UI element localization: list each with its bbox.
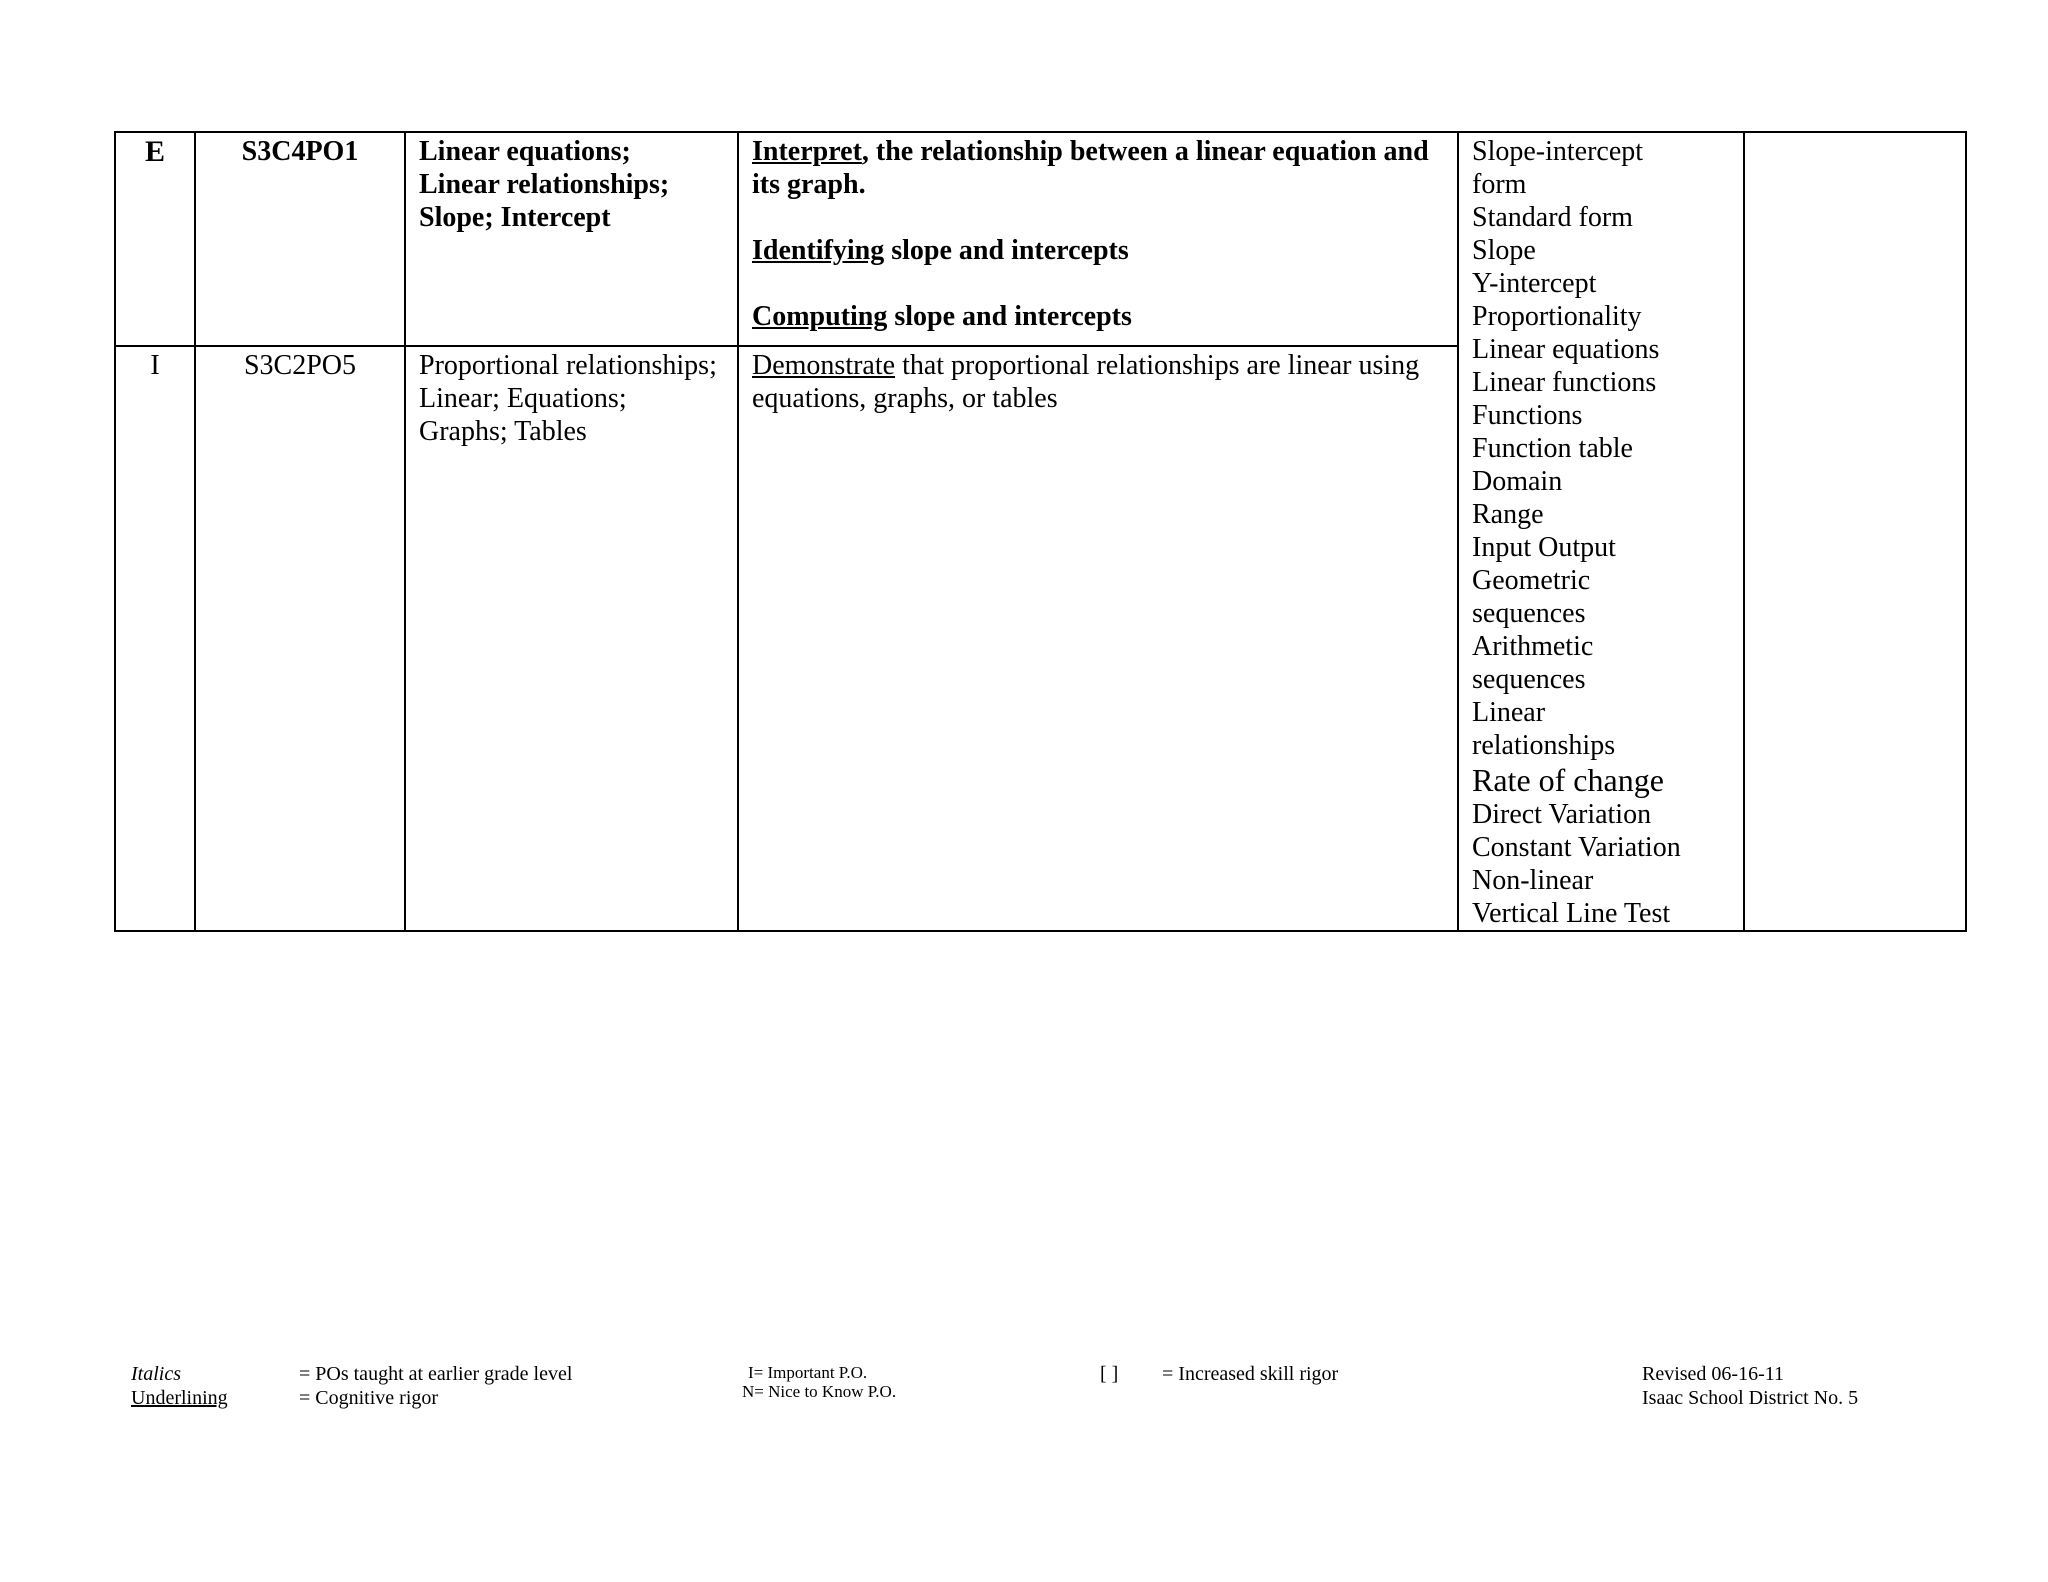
vocab-item: Non-linear — [1472, 865, 1594, 896]
legend-descriptions — [299, 1362, 572, 1410]
table-row — [115, 132, 1966, 346]
objective-text: that proportional relationships are linear using equations, graphs, or tables — [752, 349, 1420, 414]
vocab-item: Slope-intercept — [1472, 136, 1644, 167]
concepts-cell — [405, 346, 738, 931]
vocab-item: Arithmetic — [1472, 631, 1594, 662]
legend-labels — [131, 1362, 228, 1410]
revised-date: Revised 06-16-11 — [1642, 1363, 1785, 1385]
concept-line: Graphs; Tables — [419, 415, 587, 447]
revision-info — [1642, 1362, 1858, 1410]
empty-cell — [1744, 132, 1966, 931]
vocab-item: Rate of change — [1472, 762, 1664, 798]
important-legend: I= Important P.O. — [748, 1363, 868, 1382]
objective-text: slope and intercepts — [884, 235, 1129, 266]
concept-line: Linear equations; — [419, 136, 631, 167]
cognitive-verb: Identifying — [752, 235, 885, 266]
vocab-item: sequences — [1472, 664, 1586, 695]
objective-cell — [738, 346, 1458, 931]
vocab-item: Direct Variation — [1472, 799, 1652, 830]
concept-line: Slope; Intercept — [419, 202, 611, 233]
vocab-item: Linear equations — [1472, 334, 1660, 365]
vocab-item: form — [1472, 169, 1527, 200]
vocab-item: Domain — [1472, 466, 1563, 497]
vocab-item: Constant Variation — [1472, 832, 1681, 863]
underline-label: Underlining — [131, 1387, 228, 1409]
district-name: Isaac School District No. 5 — [1642, 1387, 1859, 1409]
curriculum-table — [114, 131, 1967, 932]
vocab-item: relationships — [1472, 730, 1616, 761]
objective-cell — [738, 132, 1458, 346]
rank-label: E — [144, 135, 165, 168]
objective-line — [752, 135, 1444, 201]
objective-text: , the relationship between a linear equation and its graph. — [752, 136, 1429, 200]
italics-desc: = POs taught at earlier grade level — [299, 1363, 573, 1385]
standard-code-cell: S3C2PO5 — [195, 346, 405, 931]
concept-line: Proportional relationships; — [419, 349, 717, 381]
concept-line: Linear; Equations; — [419, 382, 627, 414]
concepts-cell — [405, 132, 738, 346]
concept-line: Linear relationships; — [419, 169, 670, 200]
standard-code-cell: S3C4PO1 — [195, 132, 405, 346]
underline-desc: = Cognitive rigor — [299, 1387, 439, 1409]
vocab-item: Geometric — [1472, 565, 1591, 596]
objective-line — [752, 300, 1444, 333]
vocab-item: Functions — [1472, 400, 1583, 431]
vocab-item: Range — [1472, 499, 1544, 530]
rank-cell — [115, 132, 195, 346]
vocab-item: Linear — [1472, 697, 1546, 728]
vocab-item: Linear functions — [1472, 367, 1657, 398]
cognitive-verb: Demonstrate — [752, 349, 896, 381]
vocab-item: Slope — [1472, 235, 1536, 266]
cognitive-verb: Interpret — [752, 136, 862, 167]
nice-legend: N= Nice to Know P.O. — [742, 1382, 897, 1401]
vocab-item: Input Output — [1472, 532, 1616, 563]
vocab-item: Standard form — [1472, 202, 1633, 233]
priority-legend — [742, 1363, 896, 1401]
vocab-item: sequences — [1472, 598, 1586, 629]
vocab-item: Vertical Line Test — [1472, 898, 1671, 929]
vocab-item: Proportionality — [1472, 301, 1642, 332]
italics-label: Italics — [131, 1363, 181, 1385]
vocab-item: Function table — [1472, 433, 1633, 464]
objective-text: slope and intercepts — [887, 301, 1132, 332]
cognitive-verb: Computing — [752, 301, 888, 332]
rank-cell: I — [115, 346, 195, 931]
brackets-desc: = Increased skill rigor — [1162, 1363, 1339, 1385]
vocab-item: Y-intercept — [1472, 268, 1597, 299]
vocabulary-cell — [1458, 132, 1744, 931]
objective-line — [752, 234, 1444, 267]
brackets-label: [ ] — [1100, 1363, 1119, 1385]
